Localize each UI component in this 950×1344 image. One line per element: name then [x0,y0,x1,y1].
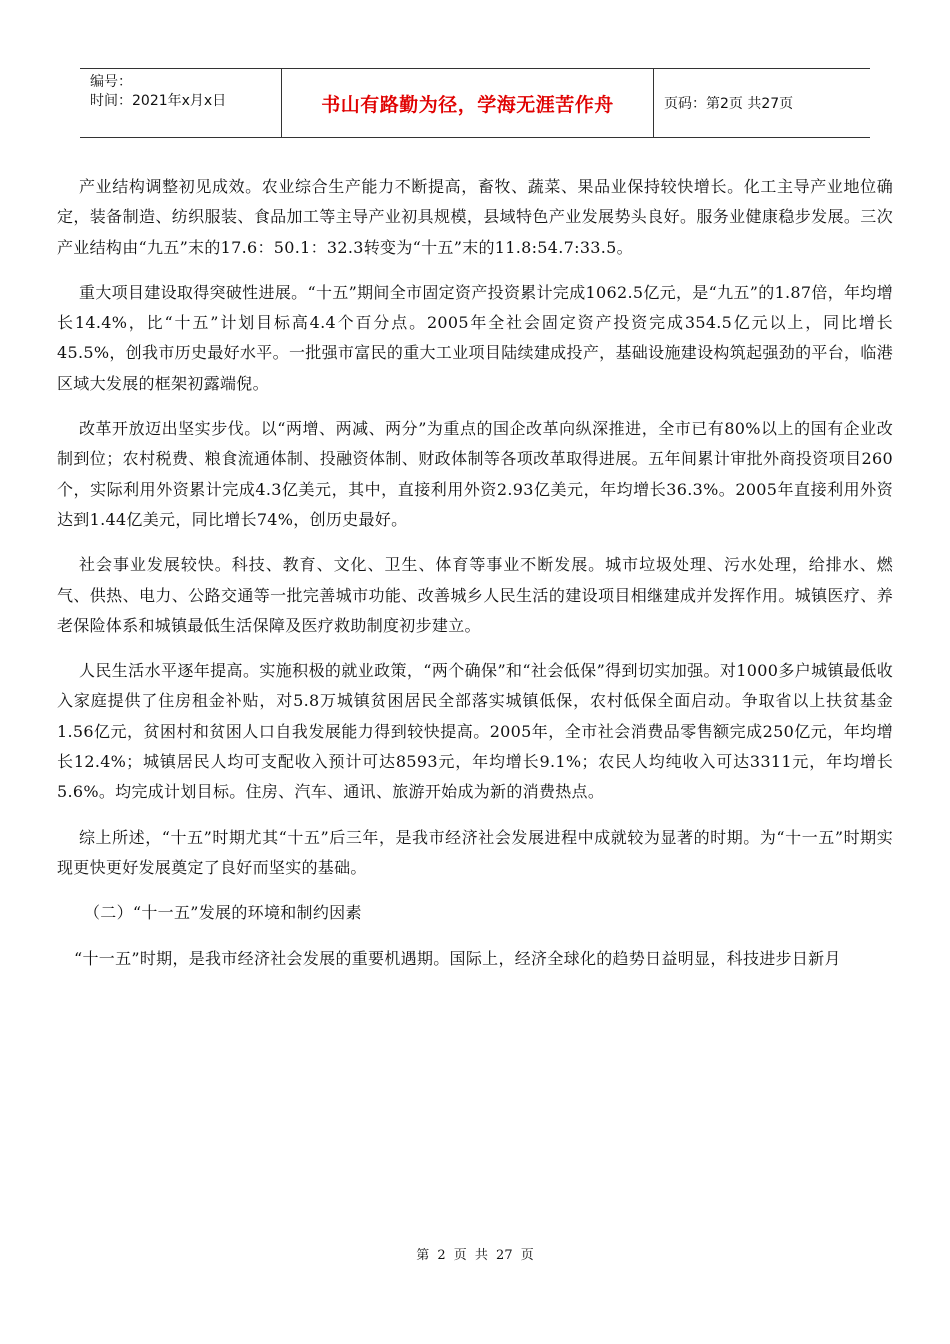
header-motto: 书山有路勤为径，学海无涯苦作舟 [321,93,614,116]
paragraph-environment: “十一五”时期，是我市经济社会发展的重要机遇期。国际上，经济全球化的趋势日益明显，科技进步日新月 [74,948,841,968]
paragraph-summary: 综上所述，“十五”时期尤其“十五”后三年，是我市经济社会发展进程中成就较为显著的时期。为“十一五”时期实现更快更好发展奠定了良好而坚实的基础。 [57,827,893,877]
document-body [57,172,893,989]
document-number-label: 编号： [90,74,132,90]
document-header [80,68,870,138]
header-page-cell [654,69,870,137]
paragraph-industry: 产业结构调整初见成效。农业综合生产能力不断提高，畜牧、蔬菜、果品业保持较快增长。化工主导产业地位确定，装备制造、纺织服装、食品加工等主导产业初具规模，县域特色产业发展势头良好。服务业健康稳步发展。三次产业结构由“九五”末的17.6：50.1：32.3转变为“十五”末的11.8:54.7:33.5。 [57,177,893,257]
paragraph-projects: 重大项目建设取得突破性进展。“十五”期间全市固定资产投资累计完成1062.5亿元，是“九五”的1.87倍，年均增长14.4%，比“十五”计划目标高4.4个百分点。2005年全社会固定资产投资完成354.5亿元以上，同比增长45.5%，创我市历史最好水平。一批强市富民的重大工业项目陆续建成投产，基础设施建设构筑起强劲的平台，临港区域大发展的框架初露端倪。 [57,282,893,393]
paragraph-living: 人民生活水平逐年提高。实施积极的就业政策，“两个确保”和“社会低保”得到切实加强。对1000多户城镇最低收入家庭提供了住房租金补贴，对5.8万城镇贫困居民全部落实城镇低保，农村低保全面启动。争取省以上扶贫基金1.56亿元，贫困村和贫困人口自我发展能力得到较快提高。2005年，全市社会消费品零售额完成250亿元，年均增长12.4%；城镇居民人均可支配收入预计可达8593元，年均增长9.1%；农民人均纯收入可达3311元，年均增长5.6%。均完成计划目标。住房、汽车、通讯、旅游开始成为新的消费热点。 [57,661,893,802]
document-date: 时间：2021年x月x日 [90,93,227,109]
header-page-info: 页码：第2页 共27页 [664,96,794,112]
section-heading: （二）“十一五”发展的环境和制约因素 [84,903,362,923]
paragraph-social: 社会事业发展较快。科技、教育、文化、卫生、体育等事业不断发展。城市垃圾处理、污水处理，给排水、燃气、供热、电力、公路交通等一批完善城市功能、改善城乡人民生活的建设项目相继建成并发挥作用。城镇医疗、养老保险体系和城镇最低生活保障及医疗救助制度初步建立。 [57,555,893,635]
header-motto-cell [282,69,654,137]
paragraph-reform: 改革开放迈出坚实步伐。以“两增、两减、两分”为重点的国企改革向纵深推进，全市已有80%以上的国有企业改制到位；农村税费、粮食流通体制、投融资体制、财政体制等各项改革取得进展。五年间累计审批外商投资项目260个，实际利用外资累计完成4.3亿美元，其中，直接利用外资2.93亿美元，年均增长36.3%。2005年直接利用外资达到1.44亿美元，同比增长74%，创历史最好。 [57,419,893,529]
page-footer: 第 2 页 共 27 页 [416,1248,534,1263]
header-left-cell [80,69,282,137]
